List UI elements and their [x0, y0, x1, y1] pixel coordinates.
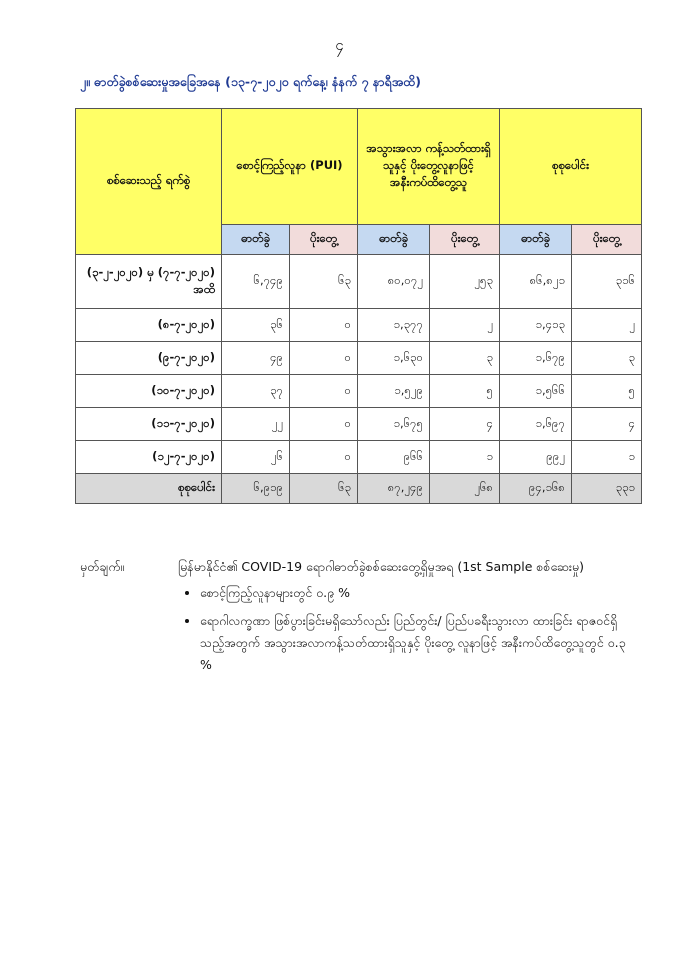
grand-tested-total: ၉၄,၁၆၈ — [500, 474, 572, 504]
row-date: (၉-၇-၂၀၂၀) — [76, 342, 222, 375]
contacts-tested: ၉၆၆ — [358, 441, 430, 474]
total-positive: ၁ — [572, 441, 642, 474]
contacts-positive: ၃ — [430, 342, 500, 375]
note-section — [80, 556, 640, 682]
contacts-positive: ၅ — [430, 375, 500, 408]
total-tested: ၁,၆၇၉ — [500, 342, 572, 375]
total-label: စုစုပေါင်း — [76, 474, 222, 504]
pui-positive: ၀ — [290, 441, 358, 474]
contacts-positive: ၂၅၃ — [430, 255, 500, 309]
header-contacts: အသွားအလာ ကန့်သတ်ထားရှိသူနှင့် ပိုးတွေ့လူနာဖြင့် အနီးကပ်ထိတွေ့သူ — [358, 109, 500, 225]
contacts-tested: ၁,၆၃၀ — [358, 342, 430, 375]
contacts-tested-total: ၈၇,၂၄၉ — [358, 474, 430, 504]
testing-table — [75, 108, 642, 504]
table-row — [76, 441, 642, 474]
pui-tested: ၂၂ — [222, 408, 290, 441]
total-tested: ၈၆,၈၂၁ — [500, 255, 572, 309]
contacts-positive-total: ၂၆၈ — [430, 474, 500, 504]
total-positive: ၄ — [572, 408, 642, 441]
pui-positive: ၀ — [290, 342, 358, 375]
contacts-tested: ၁,၃၇၇ — [358, 309, 430, 342]
pui-positive-total: ၆၃ — [290, 474, 358, 504]
contacts-positive: ၄ — [430, 408, 500, 441]
header-pui: စောင့်ကြည့်လူနာ (PUI) — [222, 109, 358, 225]
pui-positive: ၀ — [290, 309, 358, 342]
row-date: (၁၀-၇-၂၀၂၀) — [76, 375, 222, 408]
table-row — [76, 375, 642, 408]
pui-positive: ၆၃ — [290, 255, 358, 309]
contacts-positive: ၂ — [430, 309, 500, 342]
contacts-tested: ၈၀,၀၇၂ — [358, 255, 430, 309]
row-date: (၁၂-၇-၂၀၂၀) — [76, 441, 222, 474]
pui-tested: ၂၆ — [222, 441, 290, 474]
total-tested: ၁,၅၆၆ — [500, 375, 572, 408]
table-row — [76, 408, 642, 441]
grand-positive-total: ၃၃၁ — [572, 474, 642, 504]
table-row — [76, 342, 642, 375]
total-positive: ၅ — [572, 375, 642, 408]
sub-positive: ပိုးတွေ့ — [572, 225, 642, 255]
pui-tested: ၃၆ — [222, 309, 290, 342]
sub-tested: ဓာတ်ခွဲ — [222, 225, 290, 255]
row-date: (၃-၂-၂၀၂၀) မှ (၇-၇-၂၀၂၀) အထိ — [76, 255, 222, 309]
section-heading: ၂။ ဓာတ်ခွဲစစ်ဆေးမှုအခြေအနေ (၁၃-၇-၂၀၂၀ ရက်နေ့၊ နံနက် ၇ နာရီအထိ) — [80, 74, 421, 89]
pui-positive: ၀ — [290, 408, 358, 441]
note-text: မြန်မာနိုင်ငံ၏ COVID-19 ရောဂါဓာတ်ခွဲစစ်ဆေးတွေ့ရှိမှုအရ (1st Sample စစ်ဆေးမှု) — [178, 559, 585, 574]
sub-tested: ဓာတ်ခွဲ — [500, 225, 572, 255]
total-positive: ၂ — [572, 309, 642, 342]
sub-tested: ဓာတ်ခွဲ — [358, 225, 430, 255]
table-row — [76, 309, 642, 342]
list-item: • ရောဂါလက္ခဏာ ဖြစ်ပွားခြင်းမရှိသော်လည်း ပြည်တွင်း/ ပြည်ပခရီးသွားလာ ထားခြင်း ရာဇဝင်ရှိသည့်အတွက် အသွားအလာကန့်သတ်ထားရှိသူနှင့် ပိုးတွေ့ လူနာဖြင့် အနီးကပ်ထိတွေ့သူတွင် ၀.၃ % — [200, 610, 640, 676]
row-date: (၁၁-၇-၂၀၂၀) — [76, 408, 222, 441]
row-date: (၈-၇-၂၀၂၀) — [76, 309, 222, 342]
total-tested: ၁,၆၉၇ — [500, 408, 572, 441]
total-row — [76, 474, 642, 504]
total-tested: ၁,၄၁၃ — [500, 309, 572, 342]
page-number: ၄ — [335, 36, 344, 54]
pui-tested-total: ၆,၉၁၉ — [222, 474, 290, 504]
pui-tested: ၃၇ — [222, 375, 290, 408]
header-date: စစ်ဆေးသည့် ရက်စွဲ — [76, 109, 222, 255]
list-item: • စောင့်ကြည့်လူနာများတွင် ၀.၉ % — [200, 582, 640, 604]
pui-tested: ၆,၇၄၉ — [222, 255, 290, 309]
total-positive: ၃၁၆ — [572, 255, 642, 309]
total-positive: ၃ — [572, 342, 642, 375]
note-bullets — [80, 582, 640, 676]
pui-positive: ၀ — [290, 375, 358, 408]
note-label: မှတ်ချက်။ — [80, 559, 125, 574]
contacts-tested: ၁,၅၂၉ — [358, 375, 430, 408]
header-total: စုစုပေါင်း — [500, 109, 642, 225]
sub-positive: ပိုးတွေ့ — [430, 225, 500, 255]
pui-tested: ၄၉ — [222, 342, 290, 375]
table-row — [76, 255, 642, 309]
contacts-positive: ၁ — [430, 441, 500, 474]
total-tested: ၉၉၂ — [500, 441, 572, 474]
sub-positive: ပိုးတွေ့ — [290, 225, 358, 255]
contacts-tested: ၁,၆၇၅ — [358, 408, 430, 441]
